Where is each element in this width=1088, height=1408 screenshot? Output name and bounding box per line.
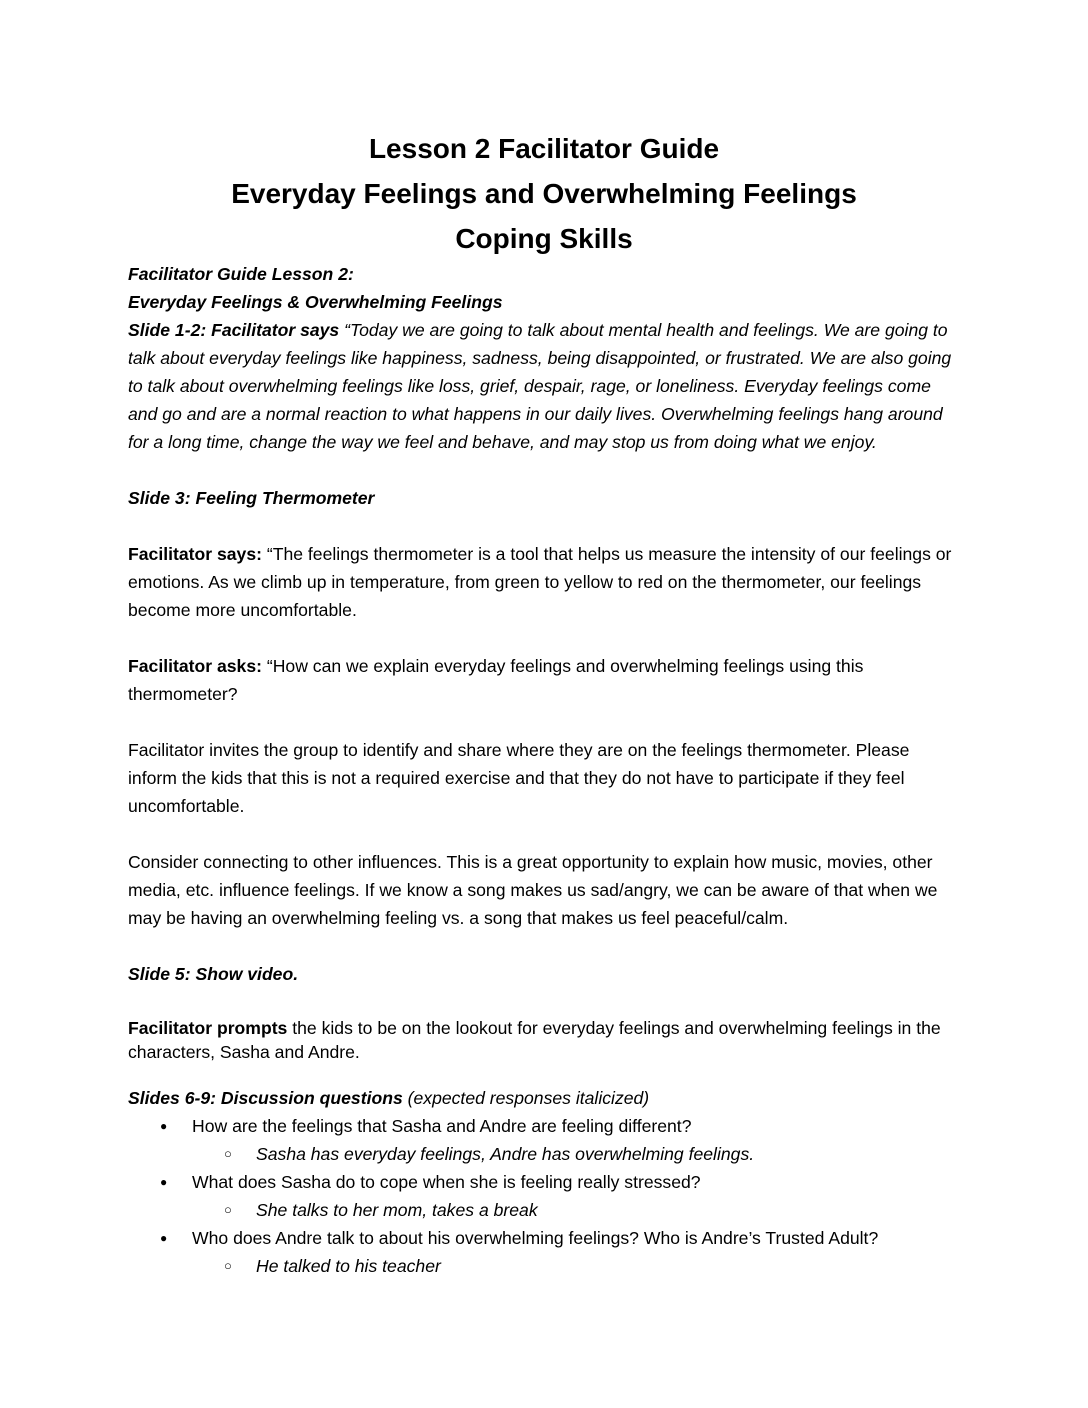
- facilitator-invites-paragraph: Facilitator invites the group to identify and share where they are on the feelings thermometer. Please inform the kids that this is not a required exercise and that they do not have to participate if they feel uncomfortable.: [128, 740, 910, 816]
- list-item: [128, 1224, 958, 1280]
- answer-list: [192, 1252, 958, 1280]
- answer-item: ○ She talks to her mom, takes a break: [192, 1196, 958, 1224]
- title-line-2: Everyday Feelings and Overwhelming Feelings: [231, 178, 857, 209]
- facilitator-prompts-label: Facilitator prompts: [128, 1018, 288, 1038]
- document-body: [128, 260, 958, 1280]
- slide-1-2-text: “Today we are going to talk about mental health and feelings. We are going to talk about everyday feelings like happiness, sadness, being disappointed, or frustrated. We are also going to talk about overwhelming feelings like loss, grief, despair, rage, or loneliness. Everyday feelings come and go and are a normal reaction to what happens in our daily lives. Overwhelming feelings hang around for a long time, change the way we feel and behave, and may stop us from doing what we enjoy.: [128, 320, 952, 452]
- guide-label: Facilitator Guide Lesson 2:: [128, 264, 354, 284]
- slide-1-2-label: Slide 1-2: Facilitator says: [128, 320, 340, 340]
- answer-list: [192, 1140, 958, 1168]
- discussion-questions-list: [128, 1112, 958, 1280]
- facilitator-says-label: Facilitator says:: [128, 544, 262, 564]
- facilitator-says-text: “The feelings thermometer is a tool that helps us measure the intensity of our feelings or emotions. As we climb up in temperature, from green to yellow to red on the thermometer, our feelings become more uncomfortable.: [128, 544, 952, 620]
- list-item: [128, 1112, 958, 1168]
- slide-3-heading: Slide 3: Feeling Thermometer: [128, 488, 375, 508]
- list-item: [128, 1168, 958, 1224]
- slides-6-9-note: (expected responses italicized): [402, 1088, 650, 1108]
- answer-item: ○ Sasha has everyday feelings, Andre has overwhelming feelings.: [192, 1140, 958, 1168]
- title-line-1: Lesson 2 Facilitator Guide: [368, 133, 720, 164]
- facilitator-asks-label: Facilitator asks:: [128, 656, 262, 676]
- facilitator-says-paragraph: [128, 540, 958, 624]
- facilitator-asks-paragraph: [128, 652, 958, 708]
- facilitator-prompts-text: the kids to be on the lookout for everyday feelings and overwhelming feelings in the characters, Sasha and Andre.: [128, 1018, 941, 1062]
- guide-subtitle: Everyday Feelings & Overwhelming Feelings: [128, 292, 503, 312]
- facilitator-prompts-paragraph: [128, 1016, 958, 1064]
- answer-list: [192, 1196, 958, 1224]
- document-title-block: [0, 126, 1088, 261]
- title-line-3: Coping Skills: [455, 223, 633, 254]
- slides-6-9-heading-line: [128, 1084, 958, 1112]
- answer-item: ○ He talked to his teacher: [192, 1252, 958, 1280]
- slide-5-heading: Slide 5: Show video.: [128, 964, 299, 984]
- slide-1-2-paragraph: [128, 316, 958, 456]
- facilitator-asks-text: “How can we explain everyday feelings and overwhelming feelings using this thermometer?: [128, 656, 864, 704]
- question-text: What does Sasha do to cope when she is feeling really stressed?: [192, 1172, 701, 1192]
- slides-6-9-heading: Slides 6-9: Discussion questions: [128, 1088, 403, 1108]
- question-text: How are the feelings that Sasha and Andre are feeling different?: [192, 1116, 692, 1136]
- consider-influences-paragraph: Consider connecting to other influences. This is a great opportunity to explain how music, movies, other media, etc. influence feelings. If we know a song makes us sad/angry, we can be aware of that when we may be having an overwhelming feeling vs. a song that makes us feel peaceful/calm.: [128, 852, 938, 928]
- question-text: Who does Andre talk to about his overwhelming feelings? Who is Andre’s Trusted Adult?: [192, 1228, 879, 1248]
